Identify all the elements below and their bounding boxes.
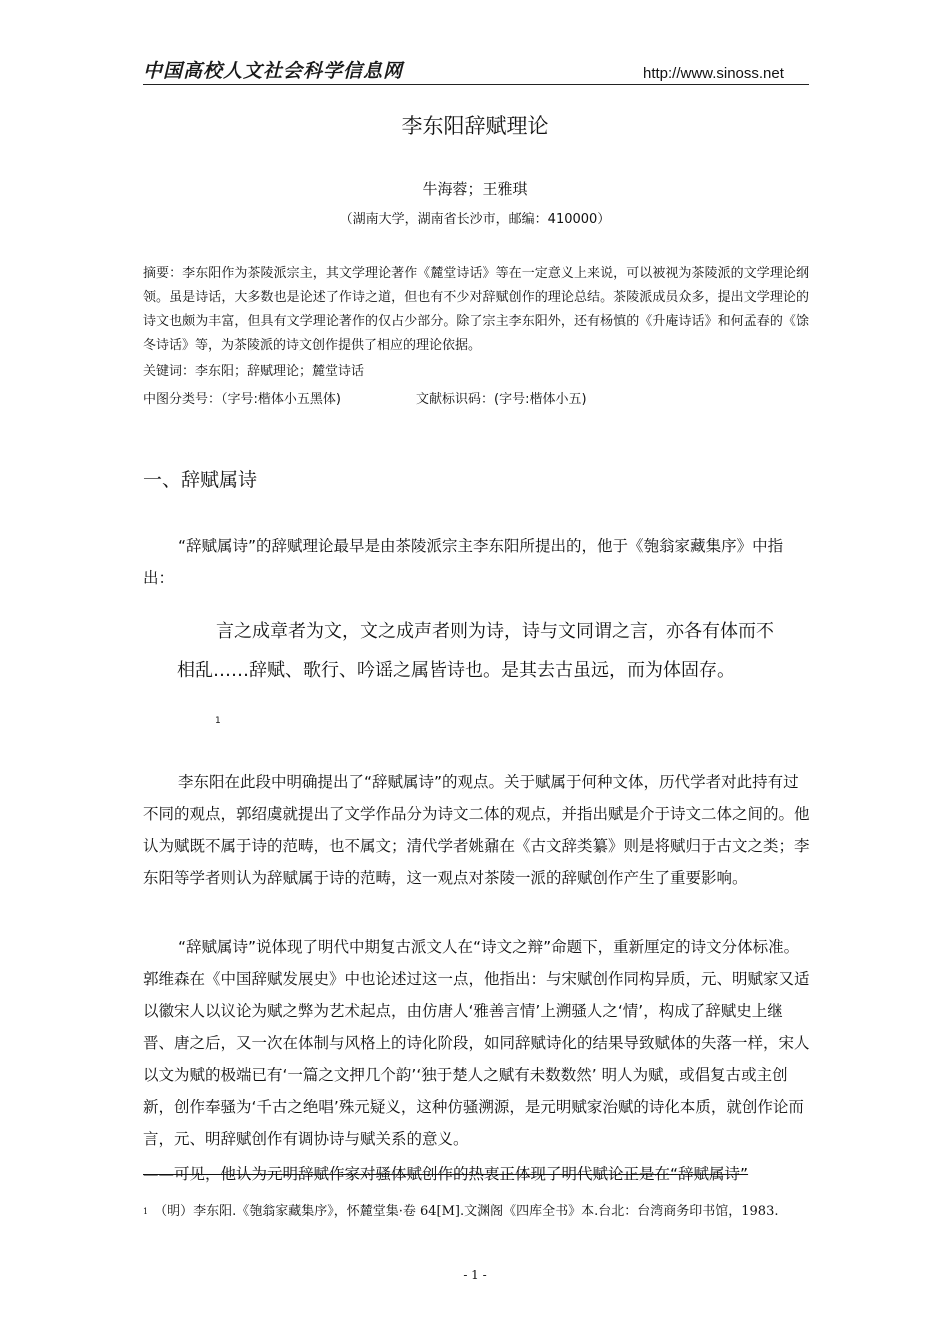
author-affiliation: （湖南大学，湖南省长沙市，邮编：410000） bbox=[339, 212, 611, 227]
body-paragraph-1: “辞赋属诗”的辞赋理论最早是由茶陵派宗主李东阳所提出的，他于《匏翁家藏集序》中指出： bbox=[143, 537, 784, 587]
article-title: 李东阳辞赋理论 bbox=[401, 114, 549, 138]
document-code: 文献标识码：(字号:楷体小五) bbox=[416, 392, 587, 407]
keywords: 关键词：李东阳；辞赋理论；麓堂诗话 bbox=[143, 364, 365, 379]
body-paragraph-4-struck bbox=[143, 1161, 811, 1187]
body-paragraph-2: 李东阳在此段中明确提出了“辞赋属诗”的观点。关于赋属于何种文体，历代学者对此持有过不同的观点，郭绍虞就提出了文学作品分为诗文二体的观点，并指出赋是介于诗文二体之间的。他认为赋既不属于诗的范畴，也不属文；清代学者姚鼐在《古文辞类纂》则是将赋归于古文之类；李东阳等学者则认为辞赋属于诗的范畴，这一观点对茶陵一派的辞赋创作产生了重要影响。 bbox=[143, 773, 810, 887]
body-paragraph-3: “辞赋属诗”说体现了明代中期复古派文人在“诗文之辩”命题下，重新厘定的诗文分体标准。郭维森在《中国辞赋发展史》中也论述过这一点，他指出：与宋赋创作同构异质，元、明赋家又适以徽宋人以议论为赋之弊为艺术起点，由仿唐人‘雅善言情’上溯骚人之‘情’，构成了辞赋史上继晋、唐之后，又一次在体制与风格上的诗化阶段，如同辞赋诗化的结果导致赋体的失落一样，宋人以文为赋的极端已有‘一篇之文押几个韵’‘独于楚人之赋有未数数然’ 明人为赋，或倡复古或主创新，创作奉骚为‘千古之绝唱’殊元疑义，这种仿骚溯源，是元明赋家治赋的诗化本质，就创作论而言，元、明辞赋创作有调协诗与赋关系的意义。 bbox=[143, 938, 810, 1148]
clc-code: 中图分类号：（字号:楷体小五黑体) bbox=[143, 392, 341, 407]
page-number: - 1 - bbox=[463, 1268, 487, 1282]
footnote bbox=[143, 1200, 809, 1223]
site-logo: 中国高校人文社会科学信息网 bbox=[143, 60, 404, 82]
section-heading: 一、辞赋属诗 bbox=[143, 469, 258, 491]
struck-text: ——可见，他认为元明辞赋作家对骚体赋创作的热衷正体现了明代赋论正是在“辞赋属诗” bbox=[143, 1165, 749, 1183]
article-authors: 牛海蓉；王雅琪 bbox=[422, 180, 528, 198]
block-quote: 言之成章者为文，文之成声者则为诗，诗与文同谓之言，亦各有体而不相乱……辞赋、歌行、吟谣之属皆诗也。是其去古虽远，而为体固存。 bbox=[177, 621, 774, 681]
footnote-reference[interactable]: 1 bbox=[215, 716, 221, 726]
footnote-text: （明）李东阳.《匏翁家藏集序》，怀麓堂集·卷 64[M].文渊阁《四库全书》本.台北：台湾商务印书馆，1983. bbox=[154, 1204, 779, 1219]
footnote-mark: 1 bbox=[143, 1207, 149, 1216]
site-url-link[interactable]: http://www.sinoss.net bbox=[643, 65, 784, 82]
abstract: 摘要：李东阳作为茶陵派宗主，其文学理论著作《麓堂诗话》等在一定意义上来说，可以被视为茶陵派的文学理论纲领。虽是诗话，大多数也是论述了作诗之道，但也有不少对辞赋创作的理论总结。茶陵派成员众多，提出文学理论的诗文也颇为丰富，但具有文学理论著作的仅占少部分。除了宗主李东阳外，还有杨慎的《升庵诗话》和何孟春的《馀冬诗话》等，为茶陵派的诗文创作提供了相应的理论依据。 bbox=[143, 266, 809, 353]
header-divider bbox=[143, 84, 809, 85]
